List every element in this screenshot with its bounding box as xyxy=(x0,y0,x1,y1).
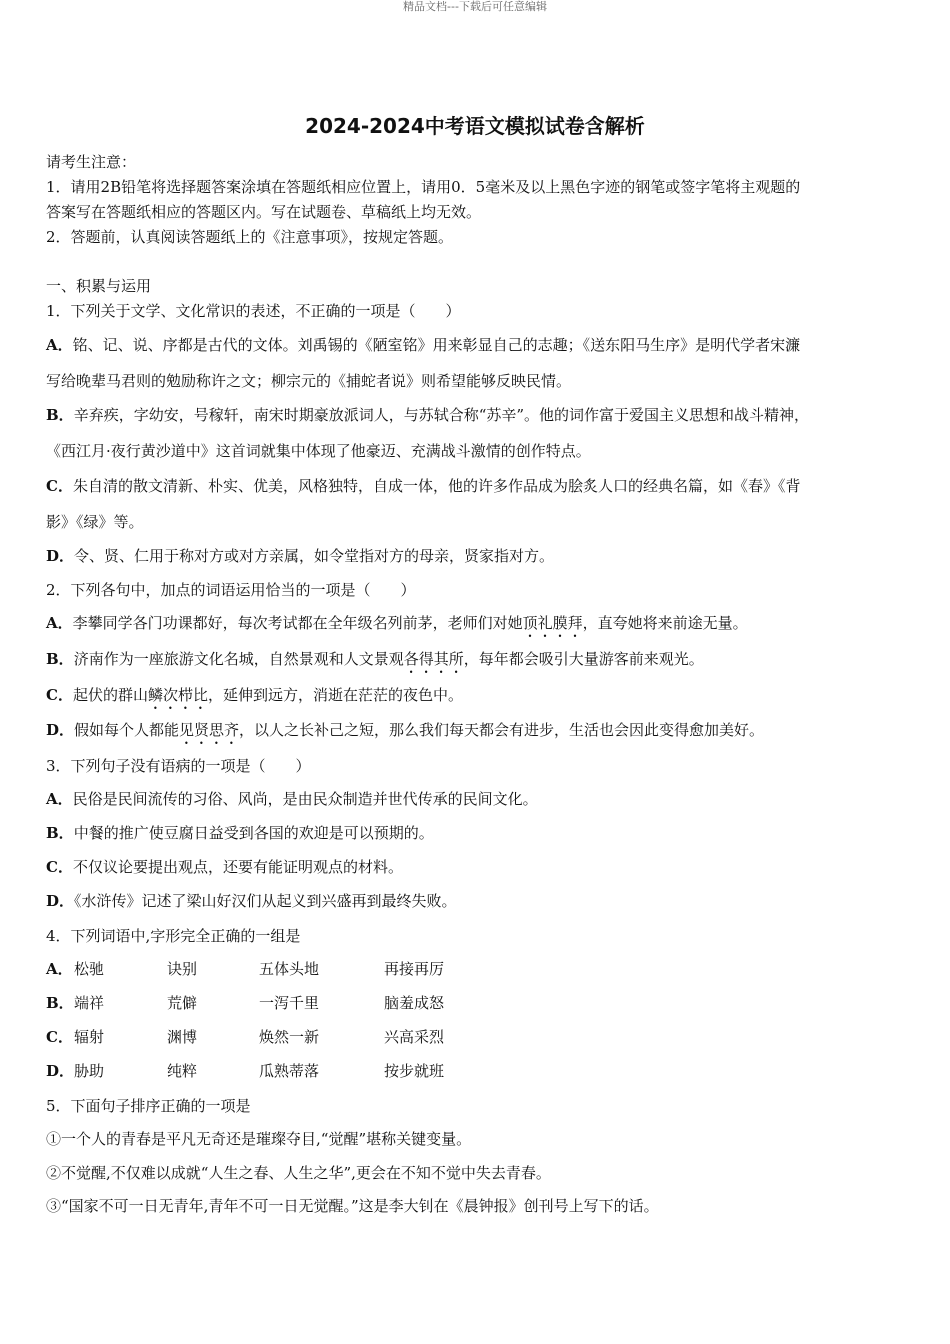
option-label: D． xyxy=(46,721,75,739)
q5-sentence-3: ③“国家不可一日无青年,青年不可一日无觉醒。”这是李大钊在《晨钟报》创刊号上写下的话。 xyxy=(46,1197,659,1215)
option-label: A． xyxy=(46,614,73,632)
option-label: B． xyxy=(46,824,74,842)
option-text: 济南作为一座旅游文化名城，自然景观和人文景观 xyxy=(73,650,404,668)
option-text: 起伏的群山 xyxy=(72,686,148,704)
word: 胁助 xyxy=(74,1062,105,1080)
q3-option-d xyxy=(46,890,916,912)
option-text: 假如每个人都能 xyxy=(74,721,180,739)
option-text: 令、贤、仁用于称对方或对方亲属，如令堂指对方的母亲，贤家指对方。 xyxy=(74,547,555,565)
option-label: B． xyxy=(46,650,74,668)
q1-option-c xyxy=(46,475,916,497)
word: 渊博 xyxy=(167,1028,198,1046)
option-text: ，以人之长补己之短，那么我们每天都会有进步，生活也会因此变得愈加美好。 xyxy=(239,721,765,739)
word: 五体头地 xyxy=(259,960,320,978)
q2-option-c xyxy=(46,684,916,713)
q5-sentence-1: ①一个人的青春是平凡无奇还是璀璨夺目,“觉醒”堪称关键变量。 xyxy=(46,1130,472,1148)
q4-option-a xyxy=(46,958,916,980)
dotted-phrase: 各得其所 xyxy=(403,650,464,668)
notice-line-2: 答案写在答题纸相应的答题区内。写在试题卷、草稿纸上均无效。 xyxy=(46,203,482,221)
q1-option-d xyxy=(46,545,916,567)
option-label: B． xyxy=(46,406,74,424)
option-text: 铭、记、说、序都是古代的文体。刘禹锡的《陋室铭》用来彰显自己的志趣；《送东阳马生序》是明代学者宋濂 xyxy=(72,336,801,354)
word: 瓜熟蒂落 xyxy=(259,1062,320,1080)
option-label: A． xyxy=(46,336,73,354)
section-heading: 一、积累与运用 xyxy=(46,277,152,295)
option-text: ，延伸到远方，消逝在茫茫的夜色中。 xyxy=(207,686,463,704)
header-note: 精品文档---下载后可任意编辑 xyxy=(403,0,547,13)
question-5-stem: 5．下面句子排序正确的一项是 xyxy=(46,1097,251,1115)
q2-option-b xyxy=(46,648,916,677)
q3-option-a xyxy=(46,788,916,810)
option-label: A． xyxy=(46,790,73,808)
notice-heading: 请考生注意： xyxy=(46,153,137,171)
word: 端祥 xyxy=(74,994,105,1012)
question-2-stem: 2．下列各句中，加点的词语运用恰当的一项是（ ） xyxy=(46,581,416,599)
q2-option-a xyxy=(46,612,916,641)
option-label: C． xyxy=(46,1028,73,1046)
q3-option-c xyxy=(46,856,916,878)
q5-sentence-2: ②不觉醒,不仅难以成就“人生之春、人生之华”,更会在不知不觉中失去青春。 xyxy=(46,1164,551,1182)
option-label: D． xyxy=(46,547,75,565)
word: 兴高采烈 xyxy=(384,1028,445,1046)
word: 松驰 xyxy=(74,960,105,978)
dotted-phrase: 见贤思齐 xyxy=(179,721,240,739)
option-label: C． xyxy=(46,686,73,704)
option-text: 中餐的推广使豆腐日益受到各国的欢迎是可以预期的。 xyxy=(73,824,434,842)
q2-option-d xyxy=(46,719,916,748)
option-text: 民俗是民间流传的习俗、风尚，是由民众制造并世代传承的民间文化。 xyxy=(72,790,538,808)
word: 一泻千里 xyxy=(259,994,320,1012)
word: 纯粹 xyxy=(167,1062,198,1080)
q1-option-c-cont: 影》《绿》等。 xyxy=(46,513,144,531)
option-label: A． xyxy=(46,960,73,978)
q1-option-a xyxy=(46,334,916,356)
q4-option-d xyxy=(46,1060,916,1082)
dotted-phrase: 鳞次栉比 xyxy=(147,686,208,704)
option-text: 辛弃疾，字幼安，号稼轩，南宋时期豪放派词人，与苏轼合称“苏辛”。他的词作富于爱国主义思想和战斗精神， xyxy=(73,406,810,424)
word: 荒僻 xyxy=(167,994,198,1012)
option-label: B． xyxy=(46,994,74,1012)
word: 焕然一新 xyxy=(259,1028,320,1046)
question-1-stem: 1．下列关于文学、文化常识的表述，不正确的一项是（ ） xyxy=(46,302,461,320)
word: 辐射 xyxy=(74,1028,105,1046)
option-text: 不仅议论要提出观点，还要有能证明观点的材料。 xyxy=(72,858,403,876)
word: 诀别 xyxy=(167,960,198,978)
question-4-stem: 4．下列词语中,字形完全正确的一组是 xyxy=(46,927,301,945)
notice-line-1: 1．请用2B铅笔将选择题答案涂填在答题纸相应位置上，请用0．5毫米及以上黑色字迹的钢笔或签字笔将主观题的 xyxy=(46,178,801,196)
q1-option-b-cont: 《西江月·夜行黄沙道中》这首词就集中体现了他豪迈、充满战斗激情的创作特点。 xyxy=(46,442,591,460)
option-text: ，每年都会吸引大量游客前来观光。 xyxy=(463,650,704,668)
word: 按步就班 xyxy=(384,1062,445,1080)
word: 脑羞成怒 xyxy=(384,994,445,1012)
question-3-stem: 3．下列句子没有语病的一项是（ ） xyxy=(46,757,311,775)
option-label: C． xyxy=(46,858,73,876)
q1-option-b xyxy=(46,404,916,426)
q4-option-c xyxy=(46,1026,916,1048)
option-text: 李攀同学各门功课都好，每次考试都在全年级名列前茅，老师们对她 xyxy=(72,614,523,632)
option-text: 朱自清的散文清新、朴实、优美，风格独特，自成一体，他的许多作品成为脍炙人口的经典名篇，如《春》《背 xyxy=(72,477,801,495)
option-label: D． xyxy=(46,892,75,910)
word: 再接再厉 xyxy=(384,960,445,978)
option-text: 《水浒传》记述了梁山好汉们从起义到兴盛再到最终失败。 xyxy=(74,892,457,910)
q1-option-a-cont: 写给晚辈马君则的勉励称许之文；柳宗元的《捕蛇者说》则希望能够反映民情。 xyxy=(46,372,572,390)
option-label: D． xyxy=(46,1062,75,1080)
option-label: C． xyxy=(46,477,73,495)
q3-option-b xyxy=(46,822,916,844)
page-title: 2024-2024中考语文模拟试卷含解析 xyxy=(305,114,645,138)
option-text: ，直夸她将来前途无量。 xyxy=(582,614,748,632)
q4-option-b xyxy=(46,992,916,1014)
dotted-phrase: 顶礼膜拜 xyxy=(522,614,583,632)
notice-line-3: 2．答题前，认真阅读答题纸上的《注意事项》，按规定答题。 xyxy=(46,228,454,246)
